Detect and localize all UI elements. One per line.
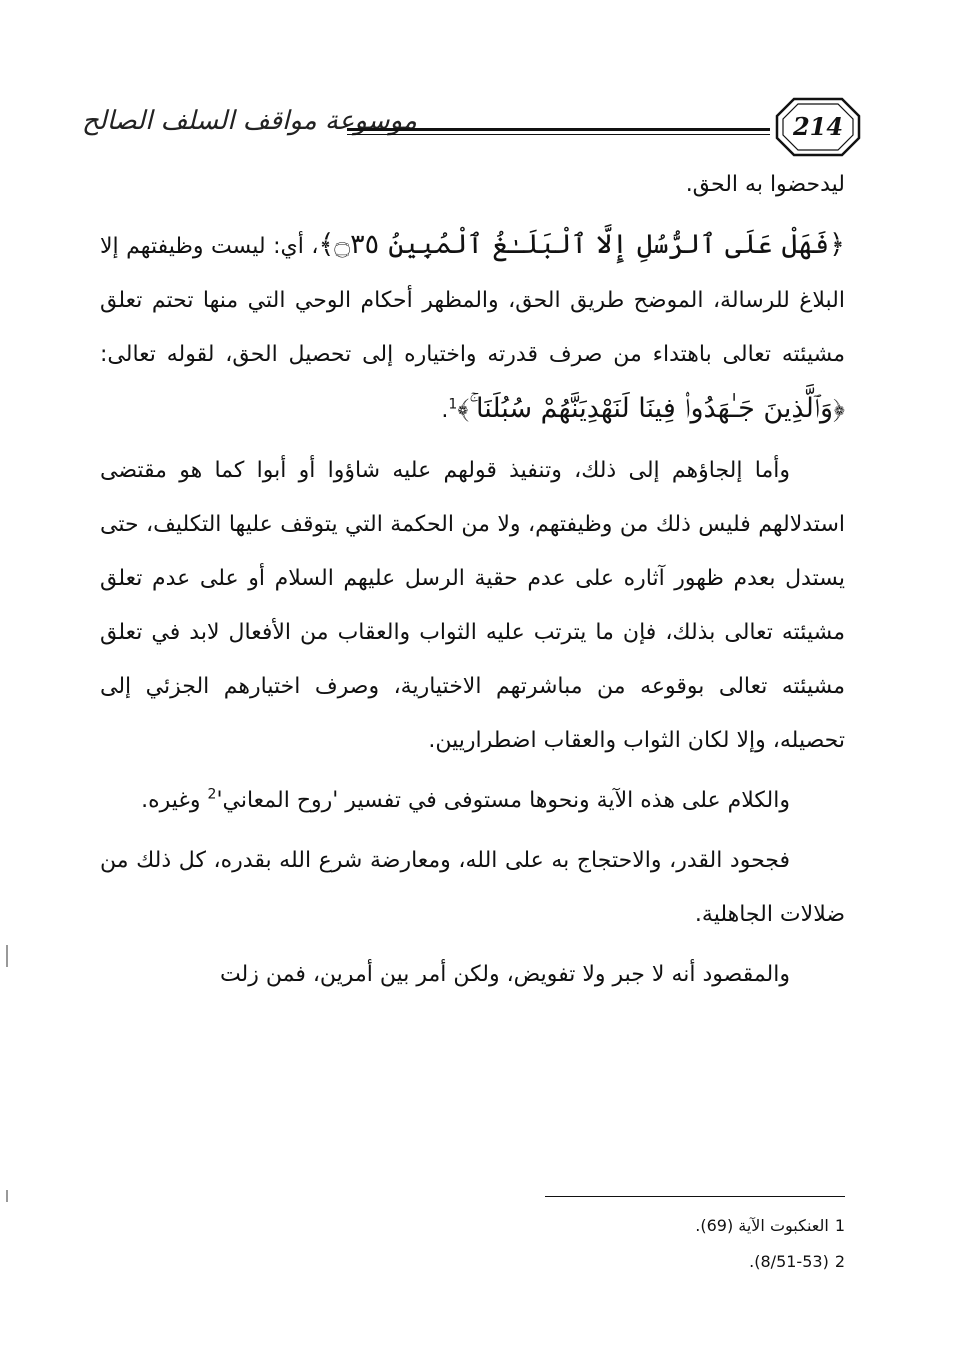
footnote-text: العنكبوت الآية (69).	[695, 1216, 829, 1235]
footnote-number: 2	[834, 1252, 845, 1271]
paragraph-3-text: والكلام على هذه الآية ونحوها مستوفى في تفسير 'روح المعاني'	[216, 788, 790, 813]
body-text	[100, 158, 845, 1002]
paragraph-1-text: ، أي: ليست وظيفتهم إلا البلاغ للرسالة، الموضح طريق الحق، والمظهر أحكام الوحي التي منها تحتم تعلق مشيئته تعالى باهتداء من صرف قدرته واختياره إلى تحصيل الحق، لقوله تعالى:	[100, 234, 845, 367]
paragraph-2: وأما إلجاؤهم إلى ذلك، وتنفيذ قولهم عليه شاؤوا أو أبوا كما هو مقتضى استدلالهم فليس ذلك من وظيفتهم، ولا من الحكمة التي يتوقف عليها التكليف، حتى يستدل بعدم ظهور آثاره على عدم حقية الرسل عليهم السلام أو على عدم تعلق مشيئته تعالى بذلك، فإن ما يترتب عليه الثواب والعقاب من الأفعال لابد في تعلق مشيئته تعالى بوقوعه من مباشرتهم الاختيارية، وصرف اختيارهم الجزئي إلى تحصيله، وإلا لكان الثواب والعقاب اضطراريين.	[100, 458, 845, 753]
page-header	[82, 92, 862, 162]
scan-mark	[6, 945, 8, 967]
scan-mark	[6, 1190, 8, 1202]
quran-verse-1: ﴿فَهَلْ عَلَى ٱلرُّسُلِ إِلَّا ٱلْبَلَـٰغُ ٱلْمُبِينُ ۝٣٥﴾	[318, 229, 846, 260]
page-number: 214	[792, 112, 844, 141]
quran-verse-2: ﴿وَٱلَّذِينَ جَـٰهَدُوا۟ فِينَا لَنَهْدِيَنَّهُمْ سُبُلَنَا ۚ﴾	[457, 393, 845, 424]
paragraph-1	[100, 218, 845, 438]
footnote-number: 1	[834, 1216, 845, 1235]
header-rule	[347, 128, 770, 135]
paragraph-3	[100, 774, 845, 828]
footnote-separator	[545, 1196, 845, 1197]
running-title: موسوعة مواقف السلف الصالح	[82, 106, 417, 136]
footnote-ref-2: 2	[207, 786, 217, 803]
page-number-badge	[774, 96, 862, 158]
footnote-text: (8/51-53).	[749, 1252, 829, 1271]
footnote-ref-1: 1	[448, 396, 458, 413]
footnote-2	[540, 1244, 845, 1280]
footnotes	[540, 1208, 845, 1280]
footnote-1	[540, 1208, 845, 1244]
paragraph-4: فجحود القدر، والاحتجاج به على الله، ومعارضة شرع الله بقدره، كل ذلك من ضلالات الجاهلية.	[100, 848, 845, 927]
paragraph-3-end: وغيره.	[141, 788, 208, 813]
opening-line: ليدحضوا به الحق.	[685, 172, 845, 197]
paragraph-1-end: .	[441, 398, 449, 423]
paragraph-5: والمقصود أنه لا جبر ولا تفويض، ولكن أمر بين أمرين، فمن زلت	[219, 962, 790, 987]
